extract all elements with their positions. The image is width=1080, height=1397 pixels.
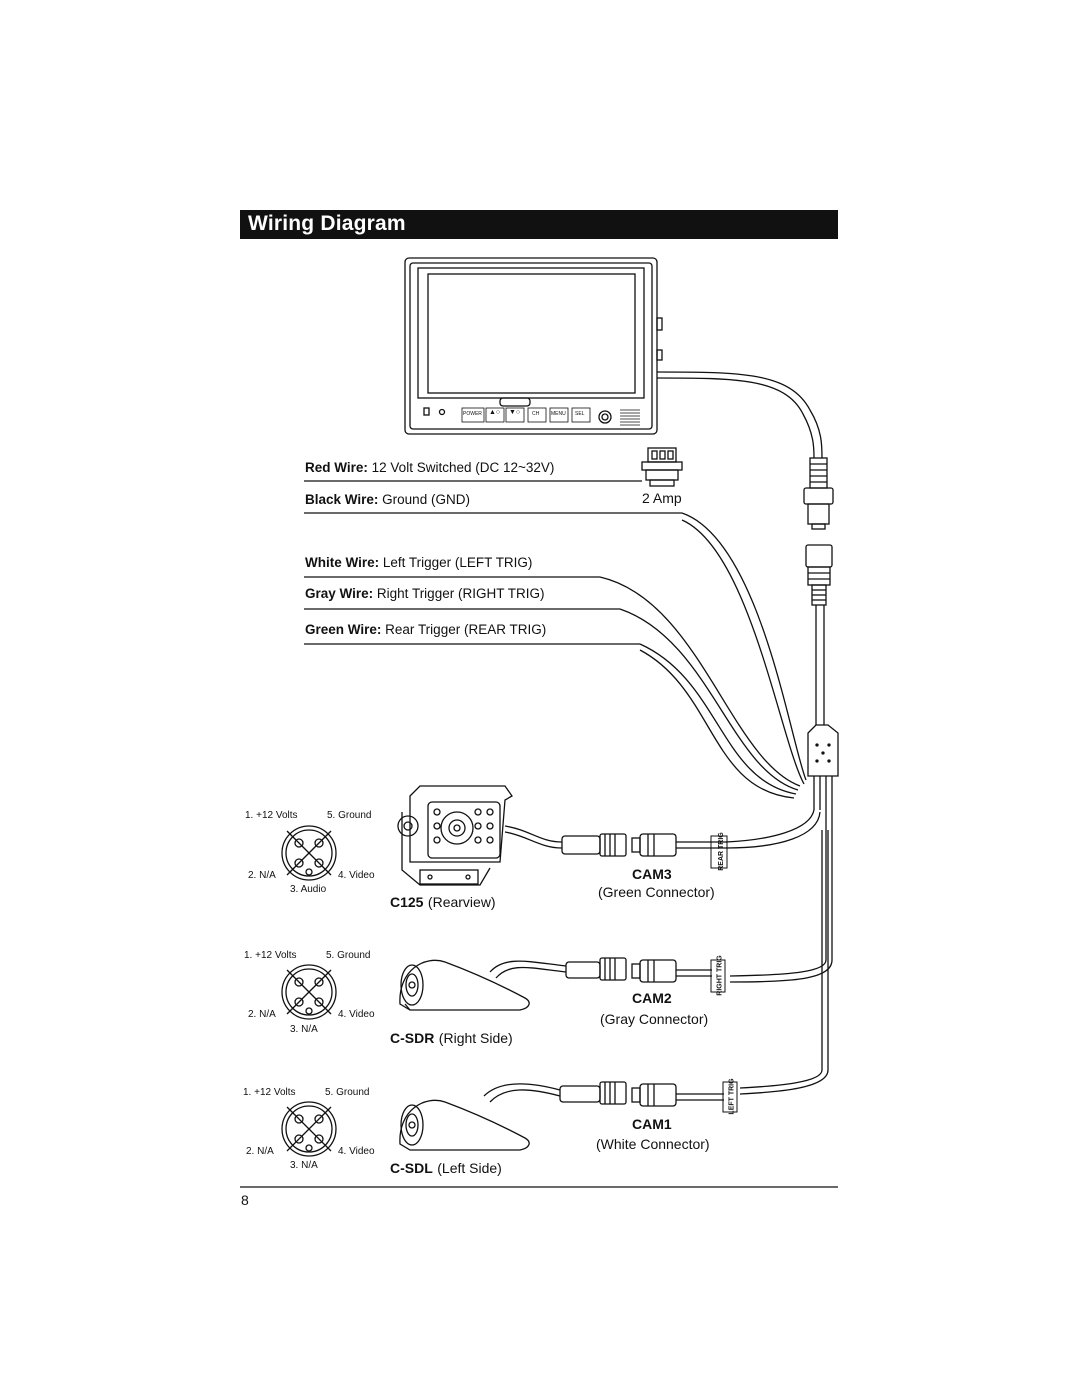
- fuse-label: 2 Amp: [642, 490, 682, 506]
- wire-desc: Right Trigger (RIGHT TRIG): [376, 586, 545, 601]
- cam1-inline-connectors: [484, 1082, 724, 1106]
- wire-label-white: [305, 555, 532, 570]
- pin3-label: 3. N/A: [290, 1160, 318, 1171]
- page-number: 8: [241, 1192, 249, 1208]
- wire-name: Red Wire:: [305, 460, 368, 475]
- pin2-label: 2. N/A: [248, 1009, 276, 1020]
- wire-desc: Ground (GND): [382, 492, 470, 507]
- pin2-label: 2. N/A: [246, 1146, 274, 1157]
- pinout-diagram-cam1: [282, 1102, 336, 1156]
- camera-desc: (Rearview): [427, 894, 496, 910]
- wire-desc: 12 Volt Switched (DC 12~32V): [371, 460, 555, 475]
- pin5-label: 5. Ground: [326, 950, 371, 961]
- wire-desc: Left Trigger (LEFT TRIG): [382, 555, 533, 570]
- camera-code: C-SDL: [390, 1160, 433, 1176]
- pin3-label: 3. N/A: [290, 1024, 318, 1035]
- monitor-button-menu: MENU: [551, 411, 566, 417]
- pin1-label: 1. +12 Volts: [244, 950, 297, 961]
- pin5-label: 5. Ground: [327, 810, 372, 821]
- monitor-button-up: ▲○: [489, 409, 501, 416]
- pin2-label: 2. N/A: [248, 870, 276, 881]
- fuse-holder: [642, 448, 682, 486]
- monitor-button-sel: SEL: [575, 411, 585, 417]
- pinout-diagram-cam2: [282, 965, 336, 1019]
- wire-desc: Rear Trigger (REAR TRIG): [385, 622, 547, 637]
- pin4-label: 4. Video: [338, 1146, 375, 1157]
- cam3-inline-connectors: [505, 826, 727, 856]
- pin1-label: 1. +12 Volts: [243, 1087, 296, 1098]
- cam1-connector-label: (White Connector): [596, 1136, 710, 1152]
- wire-label-green: [305, 622, 546, 637]
- wire-label-gray: [305, 586, 544, 601]
- camera-code: C125: [390, 894, 424, 910]
- wire-name: Green Wire:: [305, 622, 382, 637]
- monitor-connector: [804, 458, 833, 605]
- pin1-label: 1. +12 Volts: [245, 810, 298, 821]
- monitor-button-power: POWER: [463, 411, 482, 417]
- pin4-label: 4. Video: [338, 870, 375, 881]
- wire-name: White Wire:: [305, 555, 380, 570]
- camera-desc-prefix: (: [438, 1030, 444, 1046]
- c-sdr-camera-illustration: [400, 960, 529, 1010]
- left-trig-tag: LEFT TRIG: [728, 1078, 736, 1115]
- pin3-label: 3. Audio: [290, 884, 327, 895]
- camera-code: C-SDR: [390, 1030, 435, 1046]
- camera-name-c125: [390, 894, 496, 912]
- c125-camera-illustration: [398, 786, 512, 885]
- wire-name: Black Wire:: [305, 492, 379, 507]
- monitor-illustration: [405, 258, 662, 434]
- monitor-button-ch: CH: [532, 411, 540, 417]
- splitter-block: [808, 725, 838, 776]
- camera-desc: Left Side): [441, 1160, 502, 1176]
- right-trig-tag: RIGHT TRIG: [716, 955, 724, 996]
- pinout-diagram-cam3: [282, 826, 336, 880]
- monitor-button-down: ▼○: [509, 409, 521, 416]
- c-sdl-camera-illustration: [400, 1100, 529, 1150]
- pin5-label: 5. Ground: [325, 1087, 370, 1098]
- wire-label-red: [305, 460, 554, 475]
- cam3-connector-label: (Green Connector): [598, 884, 715, 900]
- cam1-label: CAM1: [632, 1116, 672, 1132]
- camera-name-c-sdr: [390, 1030, 513, 1048]
- pin4-label: 4. Video: [338, 1009, 375, 1020]
- page-title: Wiring Diagram: [248, 212, 406, 235]
- cam2-connector-label: (Gray Connector): [600, 1011, 709, 1027]
- cam2-label: CAM2: [632, 990, 672, 1006]
- wire-name: Gray Wire:: [305, 586, 374, 601]
- cam3-label: CAM3: [632, 866, 672, 882]
- camera-name-c-sdl: [390, 1160, 502, 1178]
- wire-label-black: [305, 492, 470, 507]
- cam2-inline-connectors: [490, 958, 712, 982]
- camera-desc: Right Side): [443, 1030, 513, 1046]
- camera-desc-prefix: (: [437, 1160, 442, 1176]
- rear-trig-tag: REAR TRIG: [717, 832, 725, 871]
